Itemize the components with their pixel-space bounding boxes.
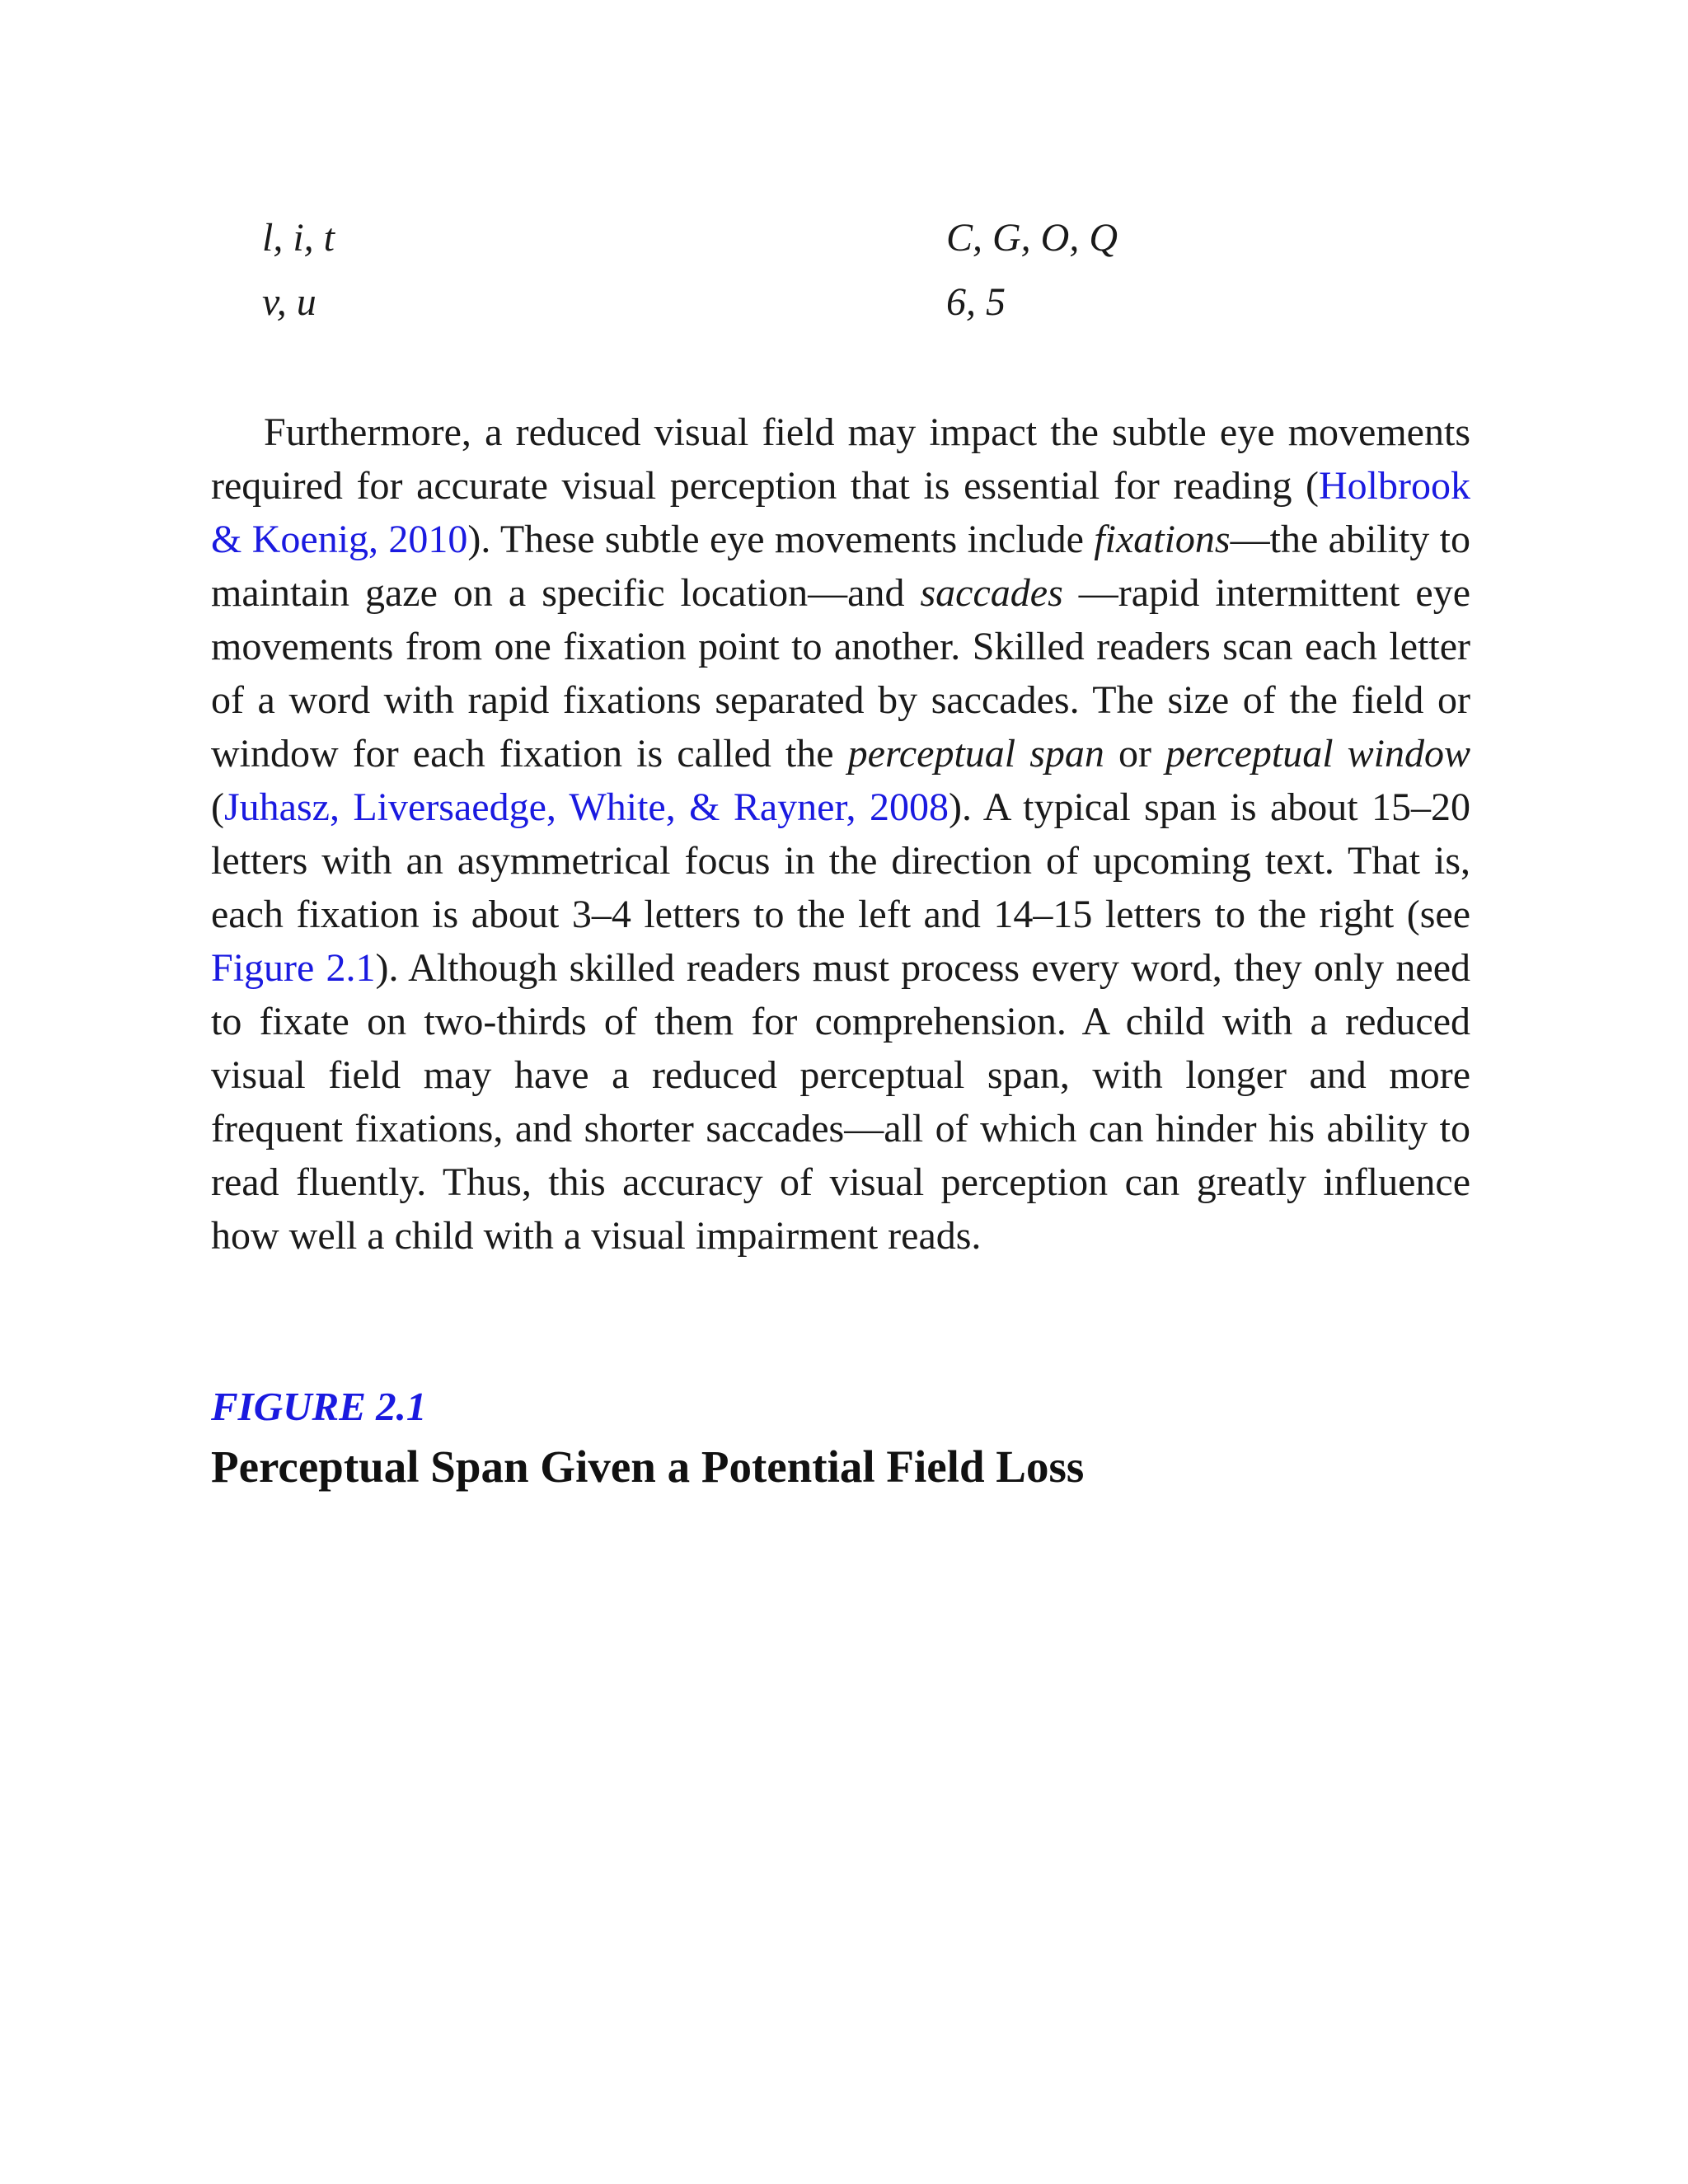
paragraph-text: ( bbox=[211, 785, 224, 829]
term-fixations: fixations bbox=[1094, 518, 1231, 561]
paragraph-text: ). Although skilled readers must process every word, they only need to fixate on two-thirds of them for comprehension. A child with a reduced visual field may have a reduced perceptual span, with longer and more frequent fixations, and shorter saccades—all of which can hinder his ability to read fluently. Thus, this accuracy of visual perception can greatly influence how well a child with a visual impairment reads. bbox=[211, 946, 1470, 1258]
paragraph-text: or bbox=[1104, 732, 1166, 776]
paragraph-text: Furthermore, a reduced visual field may impact the subtle eye movements required for accurate visual perception that is essential for reading ( bbox=[211, 410, 1470, 508]
letter-pair-left: l, i, t bbox=[262, 216, 335, 260]
paragraph-text: ). These subtle eye movements include bbox=[467, 518, 1095, 561]
term-perceptual-span: perceptual span bbox=[847, 732, 1104, 776]
letter-pair-row bbox=[262, 206, 1358, 270]
letter-pair-left: v, u bbox=[262, 280, 316, 324]
term-saccades: saccades bbox=[920, 571, 1063, 615]
paragraph-text: —rapid intermittent eye movements from one fixation point to another. Skilled readers scan each letter of a word with rapid fixations separated by saccades. The size of the field or window for each fixation is called the bbox=[211, 571, 1470, 776]
letter-pair-right: 6, 5 bbox=[946, 280, 1006, 324]
body-paragraph bbox=[211, 405, 1470, 1263]
paragraph-text: ). A typical span is about 15–20 letters with an asymmetrical focus in the direction of upcoming text. That is, each fixation is about 3–4 letters to the left and 14–15 letters to the right (see bbox=[211, 785, 1471, 936]
citation-link-holbrook-koenig[interactable]: Holbrook & Koenig, 2010 bbox=[211, 464, 1470, 561]
figure-reference-link[interactable]: Figure 2.1 bbox=[211, 946, 376, 990]
citation-link-juhasz[interactable]: Juhasz, Liversaedge, White, & Rayner, 2008 bbox=[223, 785, 949, 829]
figure-label: FIGURE 2.1 bbox=[211, 1384, 427, 1429]
letter-pair-right: C, G, O, Q bbox=[946, 216, 1118, 260]
figure-title: Perceptual Span Given a Potential Field Loss bbox=[211, 1441, 1085, 1492]
paragraph-text: —the ability to maintain gaze on a specific location—and bbox=[211, 518, 1470, 615]
letter-pair-row bbox=[262, 270, 1358, 335]
letter-pairs-table bbox=[262, 206, 1358, 335]
term-perceptual-window: perceptual window bbox=[1165, 732, 1470, 776]
